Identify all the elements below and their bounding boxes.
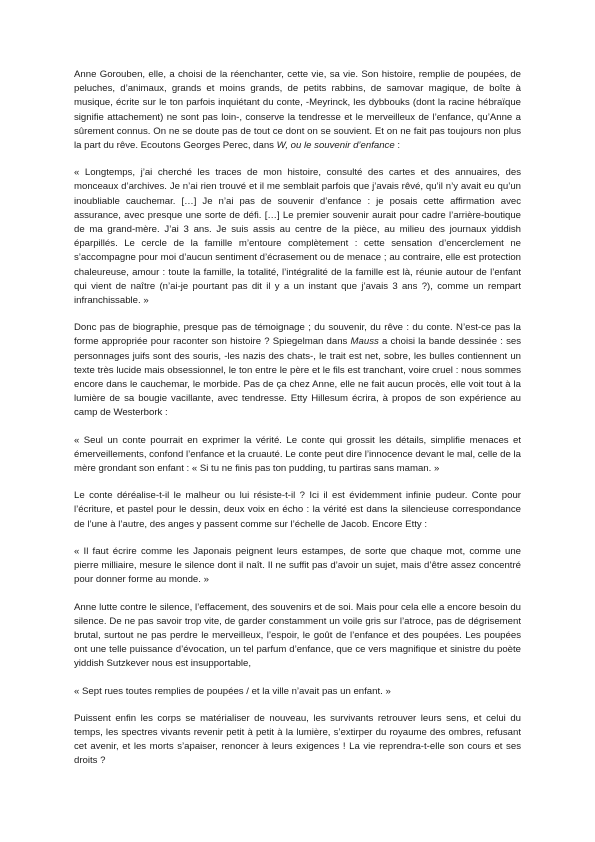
text-segment: Puissent enfin les corps se matérialiser de nouveau, les survivants retrouver leurs sens, et celui du temps, les spectres vivants revenir petit à petit à la lumière, s’extirper du royaume des ombres, refusant cet avenir, et les morts s’apaiser, renoncer à leurs exigences ! La vie reprendra-t-elle son cours et ses droits ? [74, 712, 521, 767]
text-segment: « Sept rues toutes remplies de poupées / et la ville n’avait pas un enfant. » [74, 685, 391, 697]
quote-perec [74, 166, 521, 308]
quote-hillesum-japonais [74, 545, 521, 588]
text-segment: « Longtemps, j’ai cherché les traces de mon histoire, consulté des cartes et des annuaires, des monceaux d’archives. Je n’ai rien trouvé et il me semblait parfois que j’avais rêvé, qu’il n’y avait eu qu’un inoubliable cauchemar. […] Je n’ai pas de souvenir d’enfance : je posais cette affirmation avec assurance, avec presque une sorte de défi. […] Le premier souvenir aurait pour cadre l’arrière-boutique de ma grand-mère. J’ai 3 ans. Je suis assis au centre de la pièce, au milieu des journaux yiddish éparpillés. Le cercle de la famille m’entoure complètement : cette sensation d’encerclement ne s’accompagne pour moi d’aucun sentiment d’écrasement ou de menace ; au contraire, elle est protection chaleureuse, amour : toute la famille, la totalité, l’intégralité de la famille est là, réunie autour de l’enfant qui vient de naître (n’ai-je pourtant pas dit il y a un instant que j’avais 3 ans ?), comme un rempart infranchissable. » [74, 167, 521, 307]
text-segment: a choisi la bande dessinée : ses personnages juifs sont des souris, -les nazis des chats-, le trait est net, sobre, les bulles contiennent un texte très lucide mais obsessionnel, le ton entre le père et le fils est tranchant, voire cruel : nous sommes encore dans le cauchemar, le morbide. Pas de ça chez Anne, elle ne fait aucun procès, elle voit tout à la lumière de sa bougie vacillante, avec tendresse. Etty Hillesum écrira, à propos de son expérience au camp de Westerbork : [74, 336, 521, 419]
text-segment: « Il faut écrire comme les Japonais peignent leurs estampes, de sorte que chaque mot, comme une pierre milliaire, mesure le silence dont il naît. Il ne suffit pas d’avoir un sujet, mais d’être assez concentré pour donner forme au monde. » [74, 545, 521, 586]
paragraph-conte-pudeur [74, 489, 521, 532]
quote-sutzkever [74, 685, 521, 699]
text-segment: : [394, 140, 401, 152]
text-segment: Anne lutte contre le silence, l’effacement, des souvenirs et de soi. Mais pour cela elle a encore besoin du silence. De ne pas savoir trop vite, de garder constamment un voile gris sur l’atroce, pas de dégrisement brutal, surtout ne pas perdre le merveilleux, l’espoir, le goût de l’enfance et des poupées. Les poupées ont une telle puissance d’évocation, un tel parfum d’enfance, que ce vers magnifique et sinistre du poète yiddish Sutzkever nous est insupportable, [74, 601, 521, 670]
quote-hillesum-conte [74, 434, 521, 477]
book-title-mauss: Mauss [350, 336, 379, 348]
paragraph-gorouben-intro [74, 68, 521, 153]
paragraph-conclusion [74, 712, 521, 769]
text-segment: Le conte déréalise-t-il le malheur ou lui résiste-t-il ? Ici il est évidemment infinie pudeur. Conte pour l’écriture, et pastel pour le dessin, deux voix en écho : la vérité est dans la silencieuse correspondance de l’une à l’autre, des anges y passent comme sur l’échelle de Jacob. Encore Etty : [74, 490, 521, 530]
text-segment: Donc pas de biographie, presque pas de témoignage ; du souvenir, du rêve : du conte. N’est-ce pas la forme appropriée pour raconter son histoire ? Spiegelman dans [74, 322, 521, 348]
paragraph-spiegelman [74, 321, 521, 420]
text-segment: « Seul un conte pourrait en exprimer la vérité. Le conte qui grossit les détails, simplifie menaces et émerveillements, confond l’enfance et la cruauté. Le conte peut dire l’innocence devant le mal, celle de la mère grondant son enfant : « Si tu ne finis pas ton pudding, tu partiras sans maman. » [74, 434, 521, 475]
text-segment: Anne Gorouben, elle, a choisi de la réenchanter, cette vie, sa vie. Son histoire, remplie de poupées, de peluches, d’animaux, grands et moins grands, de petits rabbins, de samovar magique, de boîte à musique, écrite sur le ton parfois inquiétant du conte, -Meyrinck, les dybbouks (dont la racine hébraïque signifie attachement) ne sont pas loin-, conserve la tendresse et le merveilleux de l’enfance, qu’Anne a sûrement connus. On ne se doute pas de tout ce dont on se souvient. Et on ne fait pas toujours non plus la part du rêve. Ecoutons Georges Perec, dans [74, 69, 521, 152]
paragraph-silence [74, 601, 521, 672]
book-title-perec: W, ou le souvenir d’enfance [276, 140, 395, 152]
